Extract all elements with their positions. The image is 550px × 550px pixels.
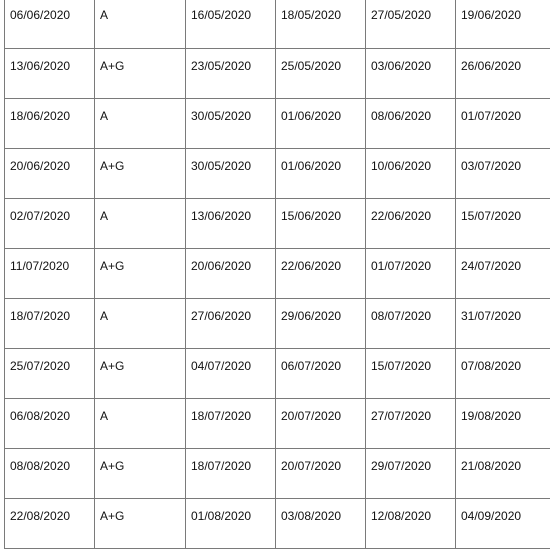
table-cell-type-cell: A	[95, 398, 186, 448]
table-cell-date-cell: 08/07/2020	[366, 298, 456, 348]
table-row	[5, 398, 550, 448]
table-cell-type-cell: A	[95, 298, 186, 348]
table-cell-date-cell: 07/08/2020	[456, 348, 550, 398]
table-body	[5, 0, 550, 548]
table-cell-date-cell: 25/07/2020	[5, 348, 95, 398]
table-cell-date-cell: 26/06/2020	[456, 48, 550, 98]
table-cell-date-cell: 20/07/2020	[276, 398, 366, 448]
table-cell-date-cell: 08/08/2020	[5, 448, 95, 498]
table-cell-date-cell: 03/07/2020	[456, 148, 550, 198]
table-cell-date-cell: 27/06/2020	[186, 298, 276, 348]
table-cell-type-cell: A+G	[95, 348, 186, 398]
table-cell-date-cell: 06/08/2020	[5, 398, 95, 448]
table-cell-date-cell: 01/07/2020	[366, 248, 456, 298]
table-cell-date-cell: 18/06/2020	[5, 98, 95, 148]
table-cell-date-cell: 03/08/2020	[276, 498, 366, 548]
table-row	[5, 148, 550, 198]
table-cell-date-cell: 20/06/2020	[5, 148, 95, 198]
table-cell-type-cell: A+G	[95, 498, 186, 548]
table-cell-date-cell: 31/07/2020	[456, 298, 550, 348]
table-cell-date-cell: 27/05/2020	[366, 0, 456, 48]
table-row	[5, 98, 550, 148]
table-cell-type-cell: A	[95, 0, 186, 48]
table-cell-date-cell: 06/06/2020	[5, 0, 95, 48]
table-cell-date-cell: 20/07/2020	[276, 448, 366, 498]
table-cell-date-cell: 01/06/2020	[276, 98, 366, 148]
table-cell-date-cell: 25/05/2020	[276, 48, 366, 98]
table-cell-type-cell: A	[95, 198, 186, 248]
table-cell-date-cell: 22/08/2020	[5, 498, 95, 548]
table-cell-date-cell: 22/06/2020	[276, 248, 366, 298]
table-cell-date-cell: 21/08/2020	[456, 448, 550, 498]
schedule-table-container	[4, 0, 550, 549]
table-cell-date-cell: 18/05/2020	[276, 0, 366, 48]
table-row	[5, 0, 550, 48]
table-cell-type-cell: A+G	[95, 248, 186, 298]
table-cell-date-cell: 15/06/2020	[276, 198, 366, 248]
table-cell-date-cell: 15/07/2020	[456, 198, 550, 248]
table-cell-date-cell: 13/06/2020	[5, 48, 95, 98]
table-cell-date-cell: 12/08/2020	[366, 498, 456, 548]
table-cell-date-cell: 08/06/2020	[366, 98, 456, 148]
table-cell-date-cell: 18/07/2020	[5, 298, 95, 348]
table-cell-date-cell: 01/06/2020	[276, 148, 366, 198]
table-cell-date-cell: 27/07/2020	[366, 398, 456, 448]
table-cell-date-cell: 19/08/2020	[456, 398, 550, 448]
table-cell-date-cell: 01/08/2020	[186, 498, 276, 548]
table-row	[5, 248, 550, 298]
table-cell-date-cell: 10/06/2020	[366, 148, 456, 198]
table-cell-date-cell: 01/07/2020	[456, 98, 550, 148]
table-cell-date-cell: 20/06/2020	[186, 248, 276, 298]
table-cell-date-cell: 02/07/2020	[5, 198, 95, 248]
table-cell-date-cell: 04/07/2020	[186, 348, 276, 398]
table-cell-date-cell: 22/06/2020	[366, 198, 456, 248]
table-cell-date-cell: 06/07/2020	[276, 348, 366, 398]
table-cell-date-cell: 30/05/2020	[186, 148, 276, 198]
table-cell-type-cell: A+G	[95, 148, 186, 198]
table-cell-date-cell: 04/09/2020	[456, 498, 550, 548]
table-cell-date-cell: 16/05/2020	[186, 0, 276, 48]
table-cell-date-cell: 18/07/2020	[186, 398, 276, 448]
table-cell-date-cell: 24/07/2020	[456, 248, 550, 298]
table-cell-date-cell: 29/06/2020	[276, 298, 366, 348]
schedule-table	[4, 0, 550, 549]
table-row	[5, 348, 550, 398]
table-cell-date-cell: 13/06/2020	[186, 198, 276, 248]
table-cell-date-cell: 15/07/2020	[366, 348, 456, 398]
table-row	[5, 198, 550, 248]
table-cell-date-cell: 03/06/2020	[366, 48, 456, 98]
table-row	[5, 498, 550, 548]
table-row	[5, 448, 550, 498]
table-row	[5, 298, 550, 348]
table-cell-type-cell: A+G	[95, 448, 186, 498]
table-cell-date-cell: 18/07/2020	[186, 448, 276, 498]
table-cell-date-cell: 19/06/2020	[456, 0, 550, 48]
table-row	[5, 48, 550, 98]
table-cell-type-cell: A+G	[95, 48, 186, 98]
table-cell-type-cell: A	[95, 98, 186, 148]
table-cell-date-cell: 23/05/2020	[186, 48, 276, 98]
table-cell-date-cell: 11/07/2020	[5, 248, 95, 298]
table-cell-date-cell: 29/07/2020	[366, 448, 456, 498]
table-cell-date-cell: 30/05/2020	[186, 98, 276, 148]
